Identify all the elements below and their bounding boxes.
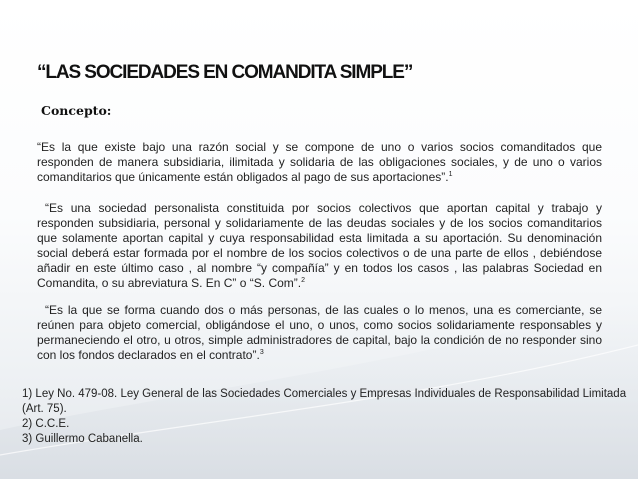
definition-paragraph-3 <box>37 303 602 363</box>
section-subtitle: Concepto: <box>41 103 112 118</box>
footnote-3: 3) Guillermo Cabanella. <box>22 433 143 445</box>
footnote-1: 1) Ley No. 479-08. Ley General de las Sociedades Comerciales y Empresas Individuales de Responsabilidad Limitada (Art. 75). <box>22 388 627 415</box>
paragraph-text: “Es la que existe bajo una razón social y se compone de uno o varios socios comanditados que responden de manera subsidiaria, ilimitada y solidaria de las obligaciones sociales, y de uno o varios comanditarios que únicamente están obligados al pago de sus aportaciones”. <box>37 140 602 184</box>
definition-paragraph-2 <box>37 201 602 291</box>
footnote-ref: 3 <box>259 349 264 356</box>
footnote-ref: 1 <box>448 171 453 178</box>
definition-paragraph-1 <box>37 140 602 185</box>
footnotes <box>22 387 630 447</box>
footnote-ref: 2 <box>301 277 306 284</box>
footnote-2: 2) C.C.E. <box>22 418 70 430</box>
paragraph-text: “Es la que se forma cuando dos o más personas, de las cuales o lo menos, una es comerciante, se reúnen para objeto comercial, obligándose el uno, o unos, como socios solidariamente responsables y permaneciendo el otro, u otros, simple administradores de capital, bajo la condición de no responder sino con los fondos declarados en el contrato”. <box>37 303 602 362</box>
paragraph-text: “Es una sociedad personalista constituida por socios colectivos que aportan capital y trabajo y responden subsidiaria, personal y solidariamente de las deudas sociales y de los socios comanditarios que solamente aportan capital y cuya responsabilidad esta limitada a su aportación. Su denominación social deberá estar formada por el nombre de los socios colectivos o de una parte de ellos , debiéndose añadir en este último caso , al nombre “y compañía” y en todos los casos , las palabras Sociedad en Comandita, o su abreviatura S. En C” o “S. Com”. <box>37 201 602 290</box>
slide-title: “LAS SOCIEDADES EN COMANDITA SIMPLE” <box>37 62 413 83</box>
